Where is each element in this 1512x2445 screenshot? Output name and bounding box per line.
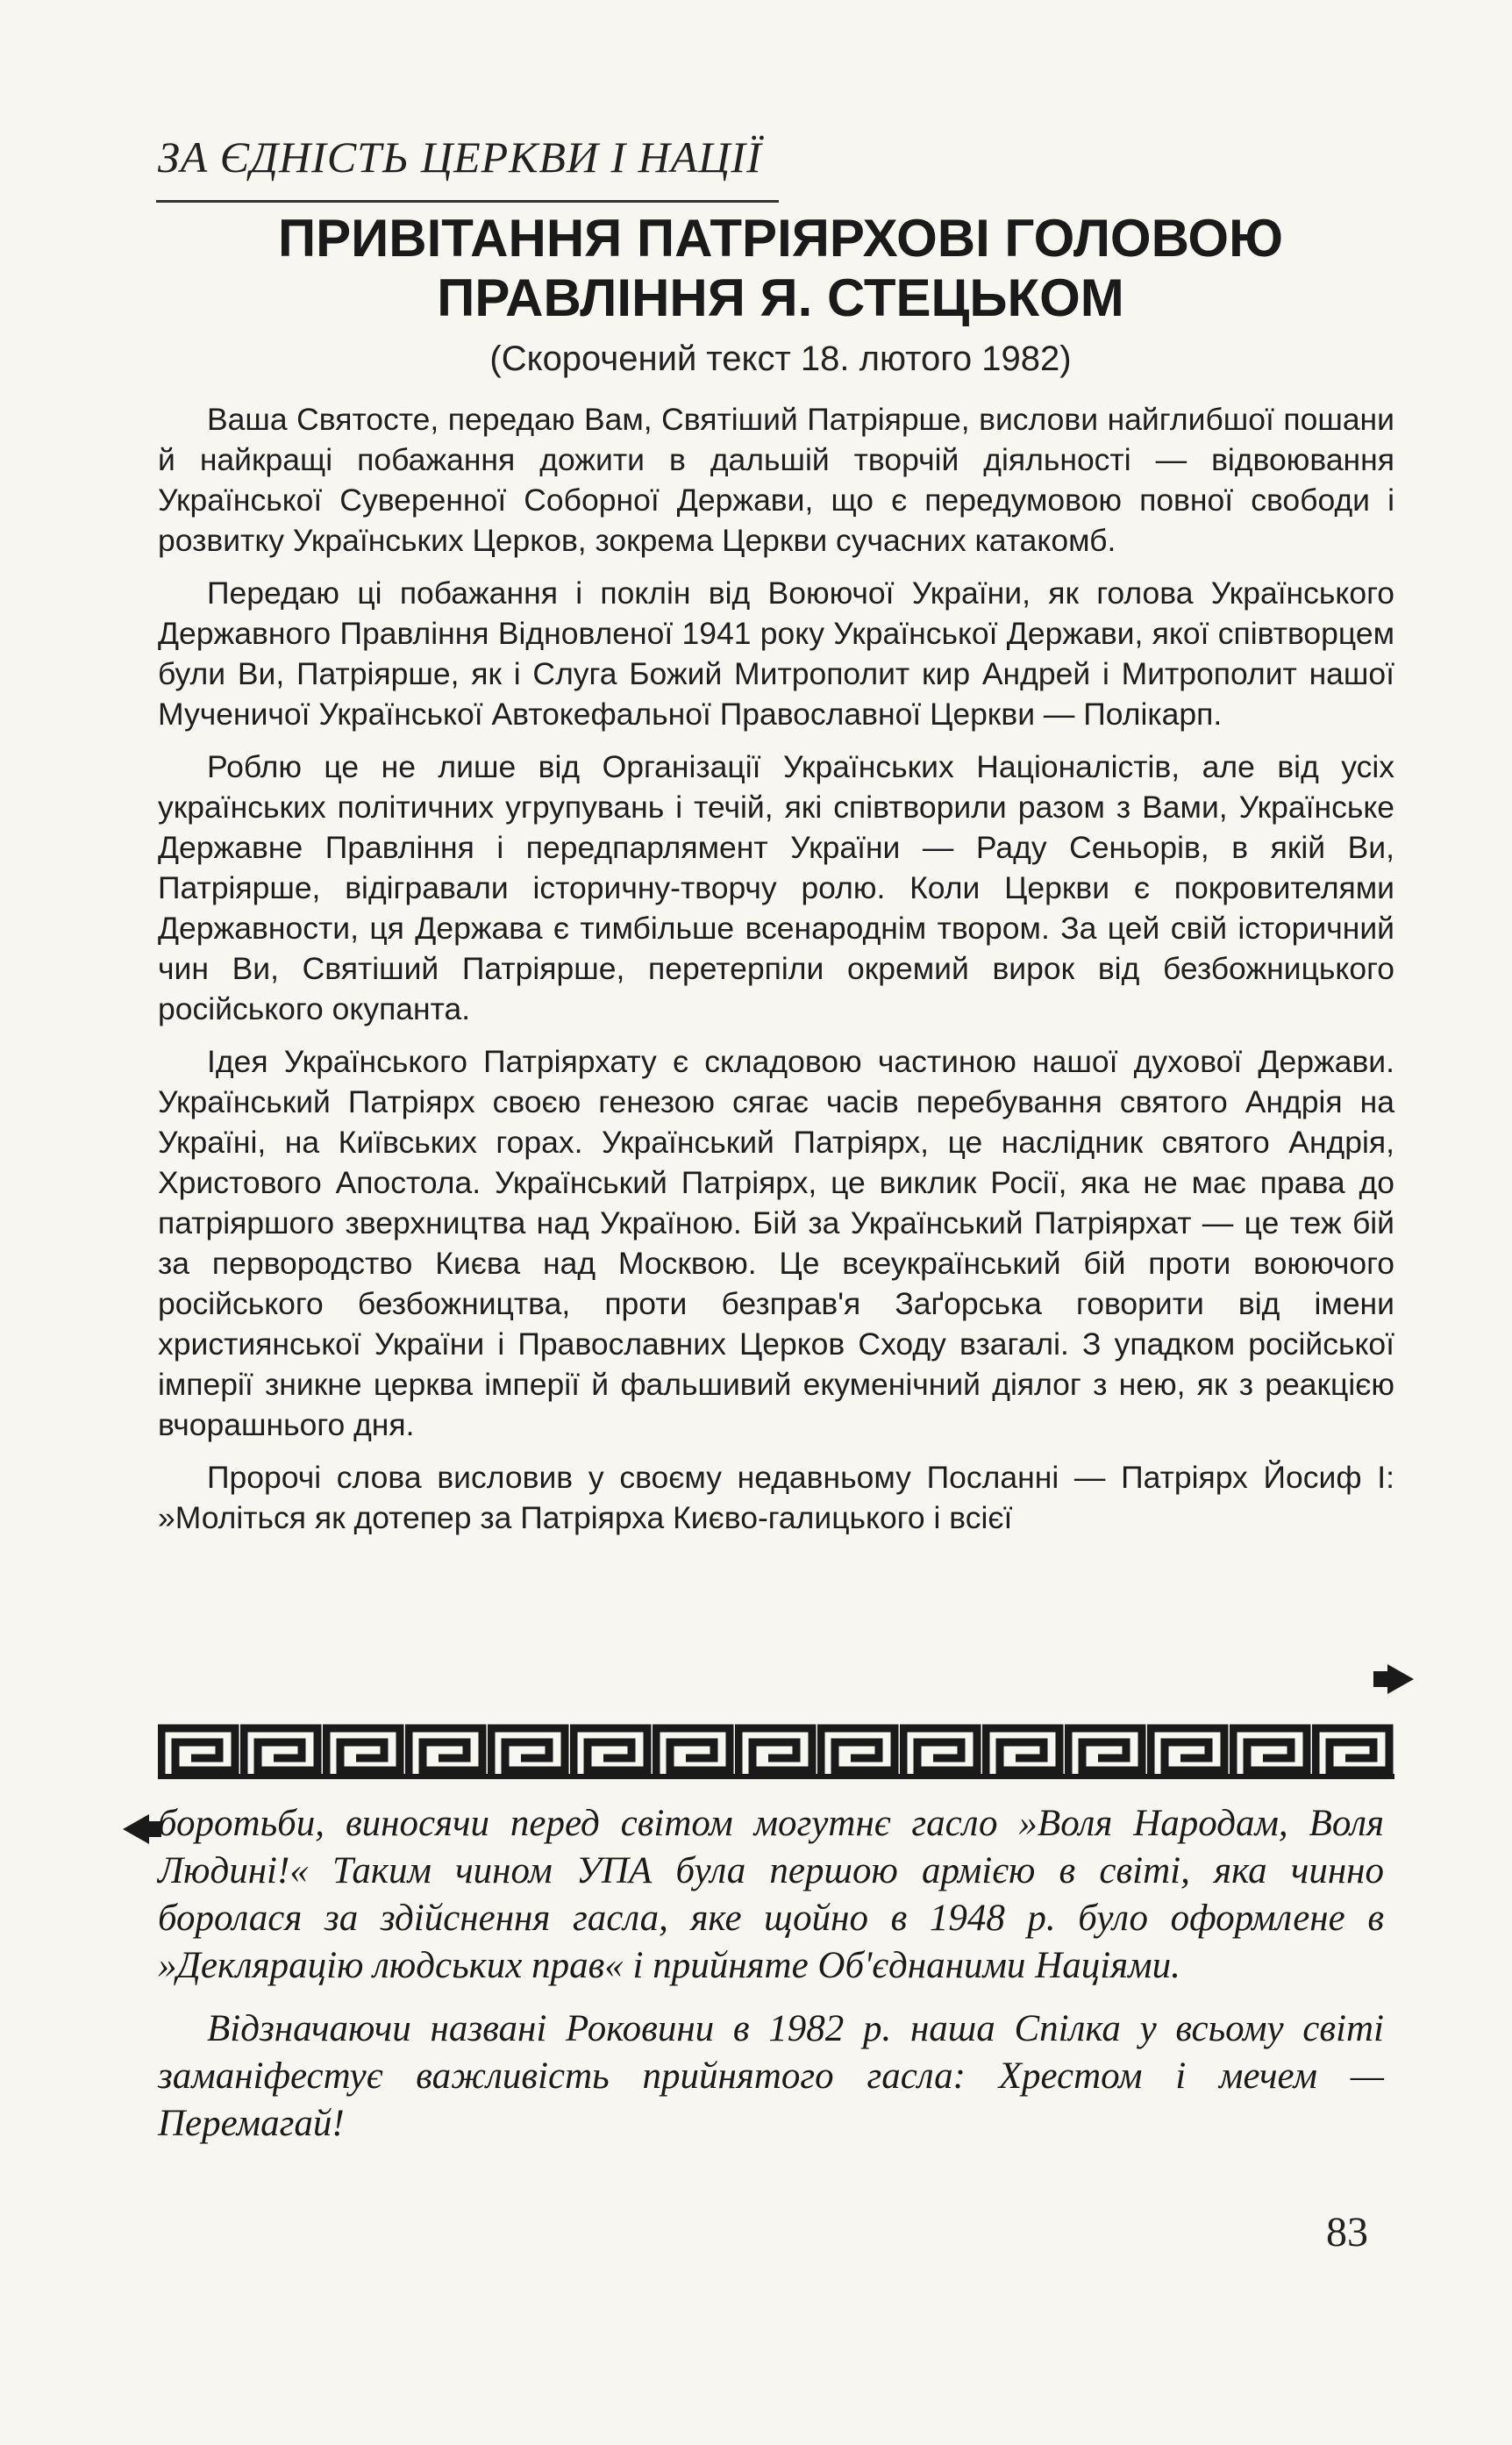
paragraph: Відзначаючи названі Роковини в 1982 р. наша Спілка у всьому світі заманіфестує важливість прийнятого гасла: Хрестом і мечем — Перемагай!: [158, 2008, 1384, 2144]
page-number: 83: [1326, 2209, 1368, 2256]
paragraph: Ваша Святосте, передаю Вам, Святіший Патріярше, вислови найглибшої пошани й найкращі побажання дожити в дальшій творчій діяльності — відвоювання Української Суверенної Соборної Держави, що є передумовою повної свободи і розвитку Українських Церков, зокрема Церкви сучасних катакомб.: [158, 402, 1394, 558]
paragraph: боротьби, виносячи перед світом могутнє гасло »Воля Народам, Воля Людині!« Таким чином УПА була першою армією в світі, яка чинно боролася за здійснення гасла, яке щойно в 1948 р. було оформлене в »Деклярацію людських прав« і прийняте Об'єднаними Націями.: [158, 1803, 1384, 1986]
arrow-left-icon: [123, 1814, 149, 1844]
article-title: [158, 209, 1403, 328]
article-subtitle: (Скорочений текст 18. лютого 1982): [489, 340, 1072, 378]
continued-text: [158, 1800, 1384, 2163]
paragraph: Ідея Українського Патріярхату є складовою частиною нашої духової Держави. Український Патріярх своєю генезою сягає часів перебування святого Андрія на Україні, на Київських горах. Український Патріярх, це наслідник святого Андрія, Христового Апостола. Український Патріярх, це виклик Росії, яка не має права до патріяршого зверхництва над Україною. Бій за Український Патріярхат — це теж бій за первородство Києва над Москвою. Це всеукраїнський бій проти воюючого російського безбожництва, проти безправ'я Заґорська говорити від імени християнської України і Православних Церков Сходу взагалі. З упадком російської імперії зникне церква імперії й фальшивий екуменічний діялог з нею, як з реакцією вчорашнього дня.: [158, 1044, 1394, 1442]
section-header: ЗА ЄДНІСТЬ ЦЕРКВИ І НАЦІЇ: [158, 132, 762, 182]
paragraph: Пророчі слова висловив у своєму недавньому Посланні — Патріярх Йосиф І: »Моліться як дотепер за Патріярха Києво-галицького і всієї: [158, 1460, 1394, 1535]
arrow-right-icon: [1387, 1664, 1414, 1694]
section-rule: [156, 200, 779, 203]
title-line-2: ПРАВЛІННЯ Я. СТЕЦЬКОМ: [437, 268, 1124, 327]
title-line-1: ПРИВІТАННЯ ПАТРІЯРХОВІ ГОЛОВОЮ: [278, 209, 1283, 268]
paragraph: Передаю ці побажання і поклін від Воюючої України, як голова Українського Державного Правління Відновленої 1941 року Української Держави, якої співтворцем були Ви, Патріярше, як і Слуга Божий Митрополит кир Андрей і Митрополит нашої Мученичої Української Автокефальної Православної Церкви — Полікарп.: [158, 576, 1394, 732]
article-body: [158, 399, 1394, 1550]
greek-key-ornament: [158, 1723, 1394, 1779]
paragraph: Роблю це не лише від Організації Українських Націоналістів, але від усіх українських політичних угрупувань і течій, які співтворили разом з Вами, Українське Державне Правління і передпарлямент України — Раду Сеньорів, в якій Ви, Патріярше, відігравали історичну-творчу ролю. Коли Церкви є покровителями Державности, ця Держава є тимбільше всенароднім твором. За цей свій історичний чин Ви, Святіший Патріярше, перетерпіли окремий вирок від безбожницького російського окупанта.: [158, 749, 1394, 1026]
